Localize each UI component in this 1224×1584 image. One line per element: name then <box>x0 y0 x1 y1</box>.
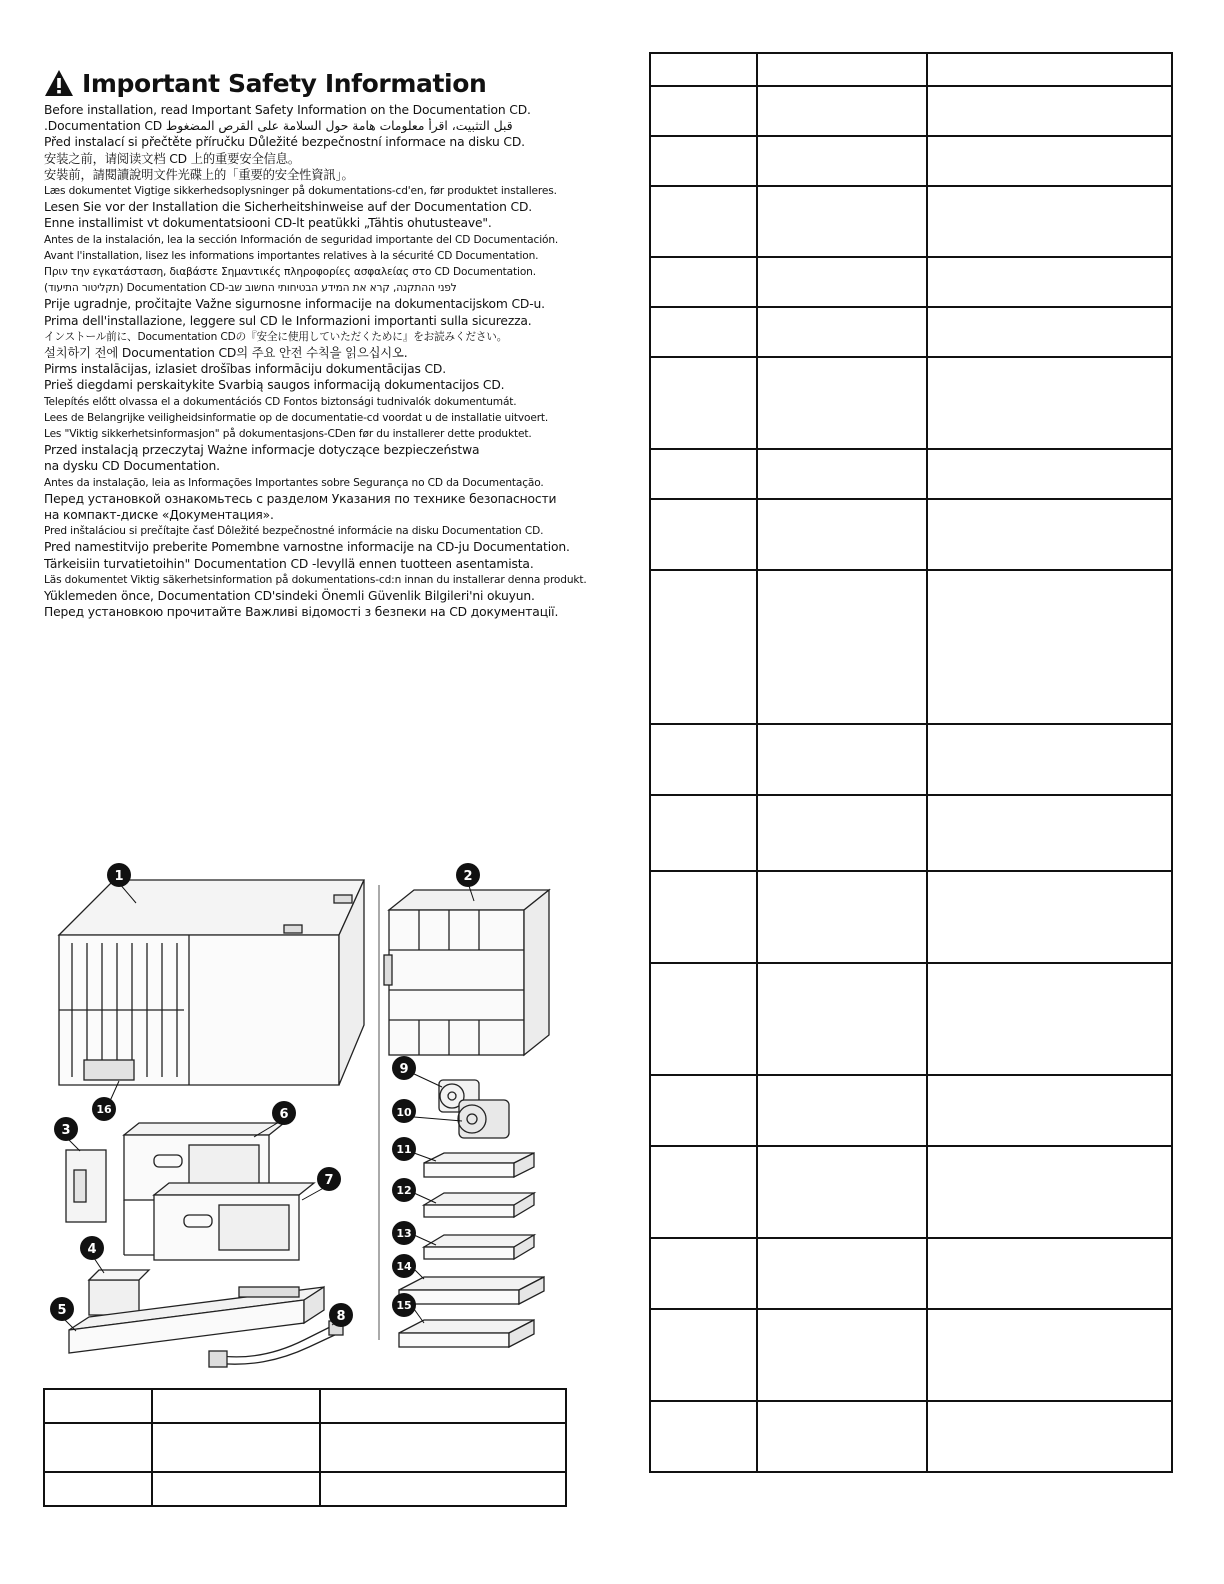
safety-line: Les "Viktig sikkerhetsinformasjon" på dokumentasjons-CDen før du installerer dette produktet. <box>44 428 532 441</box>
table-cell <box>927 724 1172 795</box>
safety-line: na dysku CD Documentation. <box>44 459 220 474</box>
safety-line: Πριν την εγκατάσταση, διαβάστε Σημαντικές πληροφορίες ασφαλείας στο CD Documentation. <box>44 266 536 279</box>
callout-6-label: 6 <box>279 1107 289 1122</box>
table-cell <box>757 499 927 570</box>
table-cell <box>650 1401 757 1472</box>
table-cell <box>757 795 927 871</box>
table-cell <box>44 1472 152 1506</box>
callout-10-label: 10 <box>396 1106 412 1119</box>
table-cell <box>44 1389 152 1423</box>
table-cell <box>650 871 757 963</box>
table-cell <box>757 449 927 499</box>
safety-line: Yüklemeden önce, Documentation CD'sindeki Önemli Güvenlik Bilgileri'ni okuyun. <box>44 589 535 604</box>
table-cell <box>757 1238 927 1309</box>
blades-drawing <box>124 1123 314 1260</box>
safety-line: Läs dokumentet Viktig säkerhetsinformation på dokumentations-cd:n innan du installerar denna produkt. <box>44 573 587 586</box>
callout-14-label: 14 <box>396 1260 412 1273</box>
table-cell <box>320 1389 566 1423</box>
safety-line: .Documentation CD قبل التثبيت، اقرأ معلومات هامة حول السلامة على القرص المضغوط <box>44 119 513 134</box>
callout-11 <box>392 1137 436 1161</box>
table-cell <box>650 963 757 1075</box>
table-cell <box>927 449 1172 499</box>
safety-line: Przed instalacją przeczytaj Ważne informacje dotyczące bezpieczeństwa <box>44 443 480 458</box>
callout-16-label: 16 <box>96 1103 112 1116</box>
table-cell <box>757 1401 927 1472</box>
table-row <box>44 1423 566 1472</box>
table-row <box>44 1389 566 1423</box>
safety-line: Telepítés előtt olvassa el a dokumentációs CD Fontos biztonsági tudnivalók dokumentumát. <box>44 395 517 408</box>
callout-2-label: 2 <box>463 869 473 884</box>
table-cell <box>927 257 1172 307</box>
table-cell <box>927 1238 1172 1309</box>
callout-5-label: 5 <box>57 1303 67 1318</box>
table-cell <box>650 1146 757 1238</box>
callout-16 <box>92 1081 119 1121</box>
components-illustration <box>44 855 574 1380</box>
table-row <box>650 257 1172 307</box>
table-row <box>650 357 1172 449</box>
enclosure-2-drawing <box>384 890 549 1055</box>
table-cell <box>650 1309 757 1401</box>
table-row <box>650 86 1172 136</box>
table-cell <box>650 186 757 257</box>
callout-4-label: 4 <box>87 1242 97 1257</box>
safety-line: 安装之前，请阅读文档 CD 上的重要安全信息。 <box>44 151 301 166</box>
callout-3 <box>54 1117 80 1151</box>
table-cell <box>927 795 1172 871</box>
safety-line: インストール前に、Documentation CDの『安全に使用していただくために』をお読みください。 <box>44 330 508 343</box>
safety-header <box>44 64 604 102</box>
table-cell <box>927 1309 1172 1401</box>
callout-11-label: 11 <box>396 1143 412 1156</box>
table-row <box>650 1238 1172 1309</box>
table-row <box>650 186 1172 257</box>
safety-line: Antes de la instalación, lea la sección Información de seguridad importante del CD Documentación. <box>44 233 559 246</box>
callout-12-label: 12 <box>396 1184 412 1197</box>
table-cell <box>320 1423 566 1472</box>
table-cell <box>152 1423 320 1472</box>
callout-13-label: 13 <box>396 1227 412 1240</box>
table-row <box>650 795 1172 871</box>
table-cell <box>650 1238 757 1309</box>
table-row <box>650 963 1172 1075</box>
callout-1-label: 1 <box>114 869 124 884</box>
safety-lines <box>44 102 604 621</box>
table-cell <box>757 86 927 136</box>
table-row <box>650 449 1172 499</box>
components-table-left <box>43 1388 567 1507</box>
warning-icon <box>44 69 74 97</box>
table-cell <box>650 357 757 449</box>
safety-line: Перед установкою прочитайте Важливі відомості з безпеки на CD документації. <box>44 605 559 620</box>
table-cell <box>757 136 927 186</box>
table-row <box>650 136 1172 186</box>
safety-line: Tärkeisiin turvatietoihin" Documentation CD -levyllä ennen tuotteen asentamista. <box>44 556 534 571</box>
safety-line: לפני ההתקנה, קרא את המידע הבטיחותי החשוב שב-Documentation CD (תקליטור התיעוד) <box>44 282 457 295</box>
table-cell <box>650 257 757 307</box>
table-cell <box>152 1389 320 1423</box>
safety-line: Prima dell'installazione, leggere sul CD le Informazioni importanti sulla sicurezza. <box>44 313 532 328</box>
safety-line: Lesen Sie vor der Installation die Sicherheitshinweise auf der Documentation CD. <box>44 200 533 215</box>
fans-drawing <box>439 1080 509 1138</box>
table-cell <box>650 86 757 136</box>
table-cell <box>927 1401 1172 1472</box>
safety-line: Prije ugradnje, pročitajte Važne sigurnosne informacije na dokumentacijskom CD-u. <box>44 297 545 312</box>
table-cell <box>650 53 757 86</box>
table-row <box>650 1075 1172 1146</box>
table-cell <box>927 186 1172 257</box>
table-cell <box>927 1075 1172 1146</box>
safety-section <box>44 64 604 621</box>
callout-9 <box>392 1056 442 1087</box>
table-row <box>650 1309 1172 1401</box>
table-cell <box>757 570 927 724</box>
callout-8-label: 8 <box>336 1309 346 1324</box>
table-cell <box>757 186 927 257</box>
safety-line: Pred namestitvijo preberite Pomembne varnostne informacije na CD-ju Documentation. <box>44 540 570 555</box>
module-4-drawing <box>89 1280 139 1315</box>
safety-line: Перед установкой ознакомьтесь с разделом Указания по технике безопасности <box>44 491 557 506</box>
table-row <box>650 1146 1172 1238</box>
table-cell <box>927 53 1172 86</box>
table-cell <box>757 1146 927 1238</box>
safety-line: 安裝前，請閱讀說明文件光碟上的「重要的安全性資訊」。 <box>44 167 354 182</box>
table-row <box>650 871 1172 963</box>
safety-line: на компакт-диске «Документация». <box>44 508 274 523</box>
table-cell <box>650 724 757 795</box>
safety-line: Prieš diegdami perskaitykite Svarbią saugos informaciją dokumentacijos CD. <box>44 378 505 393</box>
table-cell <box>927 1146 1172 1238</box>
callout-8 <box>329 1303 353 1327</box>
table-row <box>44 1472 566 1506</box>
safety-line: Before installation, read Important Safety Information on the Documentation CD. <box>44 103 531 117</box>
table-cell <box>927 871 1172 963</box>
table-cell <box>927 963 1172 1075</box>
table-cell <box>927 570 1172 724</box>
table-row <box>650 307 1172 357</box>
table-cell <box>320 1472 566 1506</box>
callout-3-label: 3 <box>61 1123 71 1138</box>
components-table-right <box>649 52 1173 1473</box>
enclosure-1-drawing <box>59 880 364 1085</box>
table-row <box>650 53 1172 86</box>
table-cell <box>927 357 1172 449</box>
callout-12 <box>392 1178 436 1203</box>
table-cell <box>757 724 927 795</box>
safety-line: Antes da instalação, leia as Informações Importantes sobre Segurança no CD da Documentação. <box>44 476 544 489</box>
table-cell <box>927 136 1172 186</box>
table-cell <box>650 307 757 357</box>
safety-line: Pirms instalācijas, izlasiet drošības informāciju dokumentācijas CD. <box>44 362 446 377</box>
safety-line: Avant l'installation, lisez les informations importantes relatives à la sécurité CD Documentation. <box>44 249 539 262</box>
callout-4 <box>80 1236 104 1273</box>
table-cell <box>757 871 927 963</box>
table-cell <box>650 449 757 499</box>
table-cell <box>650 570 757 724</box>
safety-line: Læs dokumentet Vigtige sikkerhedsoplysninger på dokumentations-cd'en, før produktet installeres. <box>44 185 557 198</box>
table-cell <box>757 1309 927 1401</box>
table-cell <box>757 963 927 1075</box>
components-diagram <box>44 855 574 1380</box>
callout-9-label: 9 <box>399 1062 409 1077</box>
table-cell <box>757 257 927 307</box>
callout-7-label: 7 <box>324 1173 334 1188</box>
table-cell <box>650 499 757 570</box>
safety-line: Před instalací si přečtěte příručku Důležité bezpečnostní informace na disku CD. <box>44 135 525 150</box>
callout-15-label: 15 <box>396 1299 412 1312</box>
table-row <box>650 570 1172 724</box>
table-cell <box>757 357 927 449</box>
table-cell <box>650 1075 757 1146</box>
safety-line: Enne installimist vt dokumentatsiooni CD-lt peatükki „Tähtis ohutusteave". <box>44 216 492 231</box>
callout-5 <box>50 1297 76 1331</box>
table-cell <box>650 136 757 186</box>
table-row <box>650 1401 1172 1472</box>
table-row <box>650 499 1172 570</box>
table-cell <box>757 53 927 86</box>
callout-13 <box>392 1221 436 1245</box>
table-cell <box>927 86 1172 136</box>
callout-14 <box>392 1254 424 1279</box>
safety-title: Important Safety Information <box>82 68 487 98</box>
table-cell <box>757 307 927 357</box>
safety-line: 설치하기 전에 Documentation CD의 주요 안전 수칙을 읽으십시오. <box>44 346 408 361</box>
safety-line: Pred inštaláciou si prečítajte časť Dôležité bezpečnostné informácie na disku Documentation CD. <box>44 525 544 538</box>
table-cell <box>650 795 757 871</box>
table-row <box>650 724 1172 795</box>
table-cell <box>44 1423 152 1472</box>
table-cell <box>757 1075 927 1146</box>
table-cell <box>152 1472 320 1506</box>
table-cell <box>927 499 1172 570</box>
table-cell <box>927 307 1172 357</box>
safety-line: Lees de Belangrijke veiligheidsinformatie op de documentatie-cd voordat u de installatie uitvoert. <box>44 411 549 424</box>
